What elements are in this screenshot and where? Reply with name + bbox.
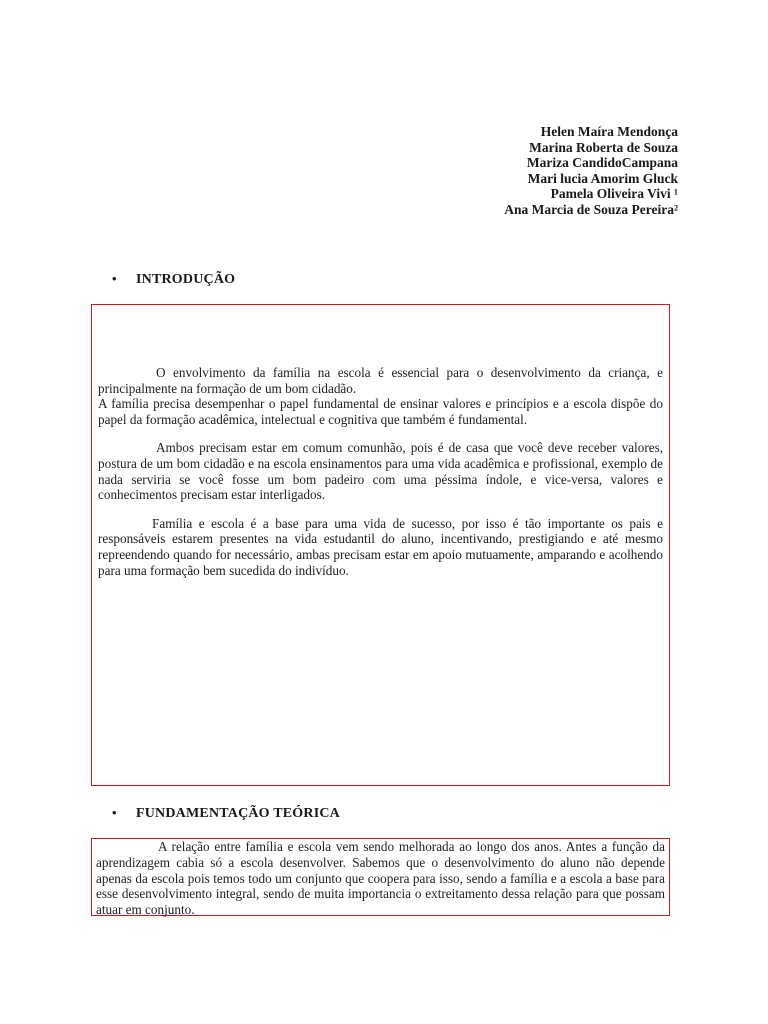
section-heading-theory [112, 805, 340, 822]
section-title: INTRODUÇÃO [136, 272, 236, 287]
section-title: FUNDAMENTAÇÃO TEÓRICA [136, 806, 340, 821]
author-name: Mariza CandidoCampana [526, 155, 678, 171]
author-list [504, 124, 678, 218]
paragraph: A família precisa desempenhar o papel fundamental de ensinar valores e princípios e a escola dispõe do papel da formação acadêmica, intelectual e cognitiva que também é fundamental. [98, 396, 663, 427]
bullet-icon: • [112, 805, 117, 820]
author-name: Pamela Oliveira Vivi ¹ [550, 186, 678, 202]
paragraph: O envolvimento da família na escola é essencial para o desenvolvimento da criança, e principalmente na formação de um bom cidadão. [98, 365, 663, 396]
paragraph: Ambos precisam estar em comum comunhão, pois é de casa que você deve receber valores, postura de um bom cidadão e na escola ensinamentos para uma vida acadêmica e profissional, exemplo de nada serviria se você fosse um bom padeiro com uma péssima índole, e vice-versa, valores e conhecimentos precisam estar interligados. [98, 440, 663, 503]
author-name: Mari lucia Amorim Gluck [527, 170, 678, 186]
paragraph: A relação entre família e escola vem sendo melhorada ao longo dos anos. Antes a função da aprendizagem cabia só a escola desenvolver. Sabemos que o desenvolvimento do aluno não depende apenas da escola pois temos todo um conjunto que coopera para isso, sendo a família e a escola a base para esse desenvolvimento integral, sendo de muita importancia o extreitamento dessa relação para que possam atuar em conjunto. [96, 839, 665, 918]
introduction-text-box [91, 304, 670, 786]
author-name: Helen Maíra Mendonça [540, 124, 678, 139]
section-heading-introduction [112, 271, 235, 288]
theory-text-box [91, 838, 670, 916]
author-name: Ana Marcia de Souza Pereira² [504, 201, 678, 217]
author-name: Marina Roberta de Souza [529, 139, 678, 155]
paragraph: Família e escola é a base para uma vida de sucesso, por isso é tão importante os pais e responsáveis estarem presentes na vida estudantil do aluno, incentivando, prestigiando e até mesmo repreendendo quando for necessário, ambas precisam estar em apoio mutuamente, amparando e acolhendo para uma formação bem sucedida do indivíduo. [98, 515, 663, 578]
bullet-icon: • [112, 271, 117, 286]
